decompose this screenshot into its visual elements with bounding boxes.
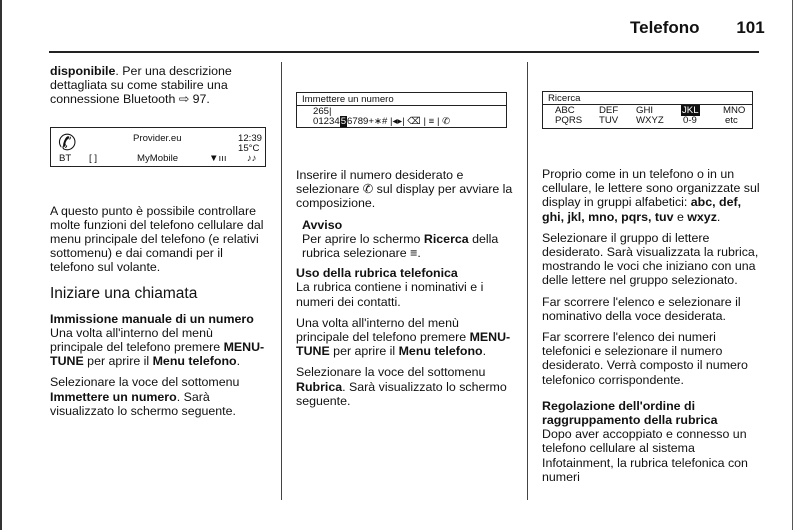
group-digits: 0-9 (683, 115, 697, 126)
group-tuv: TUV (599, 115, 619, 126)
control-paragraph: A questo punto è possibile controllare molte funzioni del telefono cellulare dal menu principale del telefono (e relativi sottomenu) e dai comandi per il telefono sul volante. (50, 203, 264, 275)
column-2 (296, 86, 514, 415)
heading-start-call: Iniziare una chiamata (50, 284, 198, 302)
scroll-numbers-paragraph: Far scorrere l'elenco dei numeri telefonici e selezionare il numero desiderato. Verrà composto il numero telefonico corrispondente. (542, 330, 748, 387)
signal-icon: ▼ııı (209, 152, 227, 164)
column-separator-2 (527, 62, 528, 500)
page-number: 101 (736, 18, 765, 37)
select-group-paragraph: Selezionare il gruppo di lettere desiderato. Sarà visualizzata la rubrica, mostrando le voci che iniziano con una delle lettere nel gruppo selezionato. (542, 230, 759, 288)
temperature: 15°C (238, 142, 260, 154)
group-ghi: GHI (636, 105, 654, 116)
order-paragraph: Dopo aver accoppiato e connesso un telefono cellulare al sistema Infotainment, la rubrica telefonica con numeri (542, 427, 748, 484)
group-etc: etc (725, 115, 738, 126)
header-rule (49, 51, 759, 53)
column-3 (542, 86, 760, 491)
mymobile-label: MyMobile (137, 152, 179, 164)
screen-title: Ricerca (548, 93, 581, 104)
selected-digit: 5 (340, 116, 347, 127)
notice-text: Per aprire lo schermo Ricerca della rubrica selezionare ≡. (302, 231, 499, 261)
phone-handset-icon: ✆ (58, 129, 77, 155)
scroll-names-paragraph: Far scorrere l'elenco e selezionare il nominativo della voce desiderata. (542, 294, 741, 323)
groups-paragraph: Proprio come in un telefono o in un cellulare, le lettere sono organizzate sul display in gruppi alfabetici: abc, def, ghi, jkl, mno, pqrs, tuv e wxyz. (542, 167, 760, 224)
subheading-manual-entry: Immissione manuale di un numero (50, 311, 254, 326)
group-mno: MNO (723, 105, 746, 116)
subheading-order: Regolazione dell'ordine di raggruppamento della rubrica (542, 398, 718, 428)
subheading-use-phonebook: Uso della rubrica telefonica (296, 266, 458, 281)
number-entry-screen (296, 92, 507, 128)
clock: 12:39 (238, 132, 263, 144)
insert-paragraph: Inserire il numero desiderato e selezionare ✆ sul display per avviare la composizione. (296, 168, 513, 211)
entered-number: 265| (313, 106, 332, 117)
once-paragraph: Una volta all'interno del menù principale del telefono premere MENU-TUNE per aprire il Menu telefono. (296, 315, 511, 359)
audio-icon: ♪♪ (247, 152, 257, 164)
page-ref: ⇨ 97. (178, 92, 210, 107)
section-title: Telefono (630, 18, 700, 37)
notice-title: Avviso (302, 217, 343, 232)
intro-paragraph: disponibile. Per una descrizione dettagliata su come stabilire una connessione Bluetooth ⇨ 97. (50, 64, 232, 107)
group-abc: ABC (555, 105, 575, 116)
bracket-indicator: [ ] (89, 152, 97, 164)
page-header (630, 18, 765, 38)
column-separator-1 (281, 62, 282, 500)
page-border-left (0, 0, 2, 530)
group-wxyz: WXYZ (636, 115, 664, 126)
group-def: DEF (599, 105, 619, 116)
keypad-row: 0123456789+∗# |◂▸| ⌫ | ≡ | ✆ (313, 116, 451, 127)
bt-label: BT (59, 152, 72, 164)
column-1 (50, 64, 268, 425)
group-pqrs: PQRS (555, 115, 583, 126)
select-paragraph: Selezionare la voce del sottomenu Immettere un numero. Sarà visualizzato lo schermo seguente. (50, 375, 240, 418)
rubrica-paragraph: Selezionare la voce del sottomenu Rubrica. Sarà visualizzato lo schermo seguente. (296, 365, 507, 408)
use-paragraph: La rubrica contiene i nominativi e i numeri dei contatti. (296, 280, 484, 309)
manual-paragraph: Una volta all'interno del menù principale del telefono premere MENU-TUNE per aprire il Menu telefono. (50, 325, 265, 369)
notice-block (302, 218, 514, 261)
search-screen (542, 91, 753, 129)
provider-name: Provider.eu (133, 132, 182, 144)
group-jkl-selected: JKL (682, 105, 699, 116)
phone-main-screen (50, 127, 266, 167)
screen-title: Immettere un numero (302, 94, 394, 105)
